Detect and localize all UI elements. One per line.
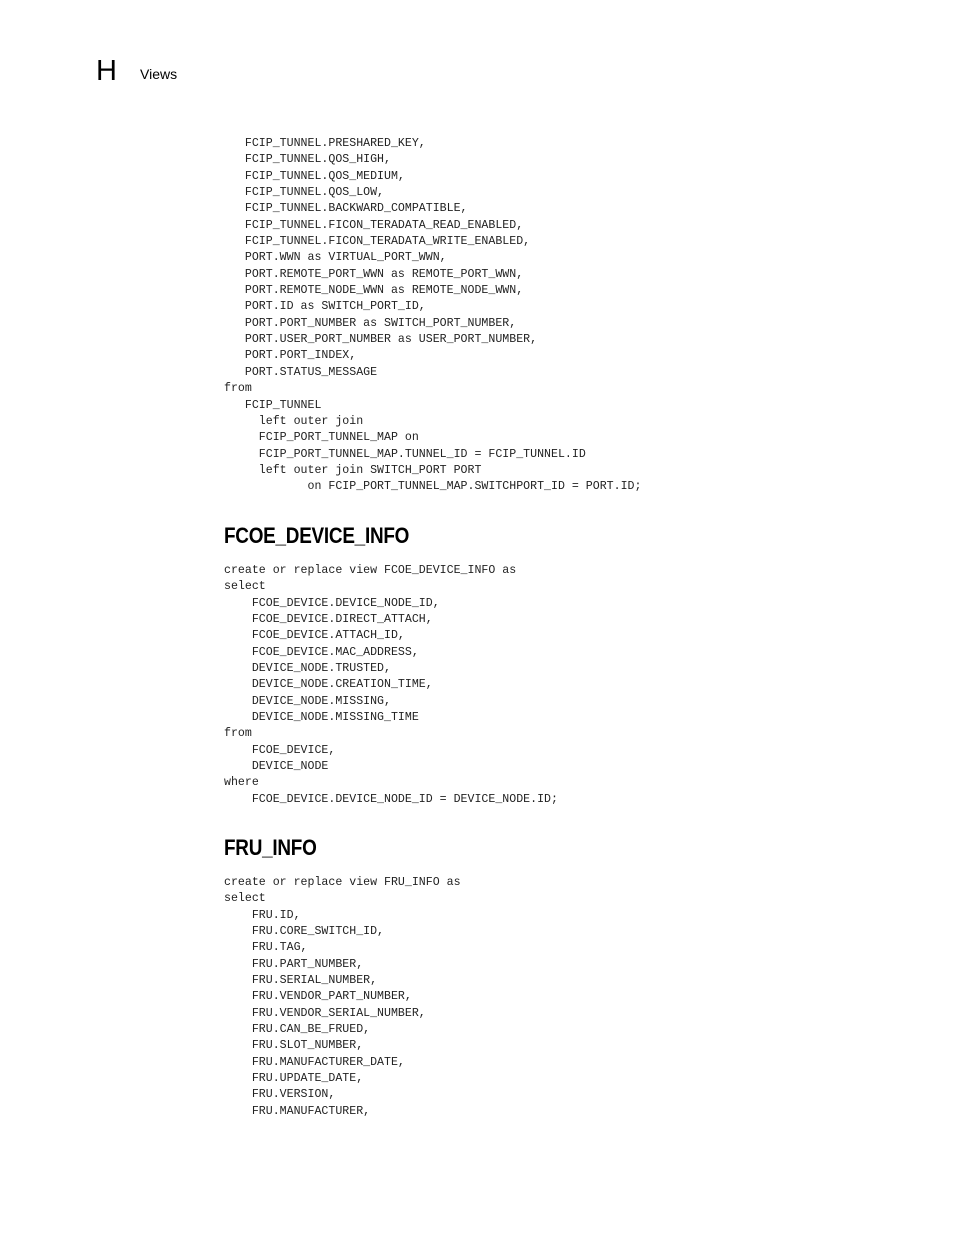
code-line: FCOE_DEVICE.DEVICE_NODE_ID = DEVICE_NODE.ID; <box>224 792 558 806</box>
section-heading-fru-info: FRU_INFO <box>224 835 317 860</box>
code-line: FRU.CAN_BE_FRUED, <box>224 1023 371 1037</box>
code-line: FRU.ID, <box>224 908 301 922</box>
code-line: FCIP_PORT_TUNNEL_MAP.TUNNEL_ID = FCIP_TUNNEL.ID <box>224 447 586 461</box>
code-line: PORT.USER_PORT_NUMBER as USER_PORT_NUMBER, <box>224 333 538 347</box>
code-line: FRU.SLOT_NUMBER, <box>224 1039 364 1053</box>
code-line: select <box>224 580 266 594</box>
code-line: PORT.PORT_NUMBER as SWITCH_PORT_NUMBER, <box>224 316 517 330</box>
code-line: FRU.PART_NUMBER, <box>224 957 364 971</box>
chapter-title: Views <box>140 66 178 82</box>
code-line: from <box>224 382 252 396</box>
code-line: FRU.TAG, <box>224 941 308 955</box>
code-line: DEVICE_NODE.MISSING_TIME <box>224 711 419 725</box>
code-line: FCIP_PORT_TUNNEL_MAP on <box>224 431 419 445</box>
code-line: FCIP_TUNNEL.QOS_LOW, <box>224 186 385 200</box>
code-line: FRU.SERIAL_NUMBER, <box>224 974 378 988</box>
code-block-fru-info <box>224 875 461 1120</box>
code-line: PORT.ID as SWITCH_PORT_ID, <box>224 300 426 314</box>
code-line: PORT.WWN as VIRTUAL_PORT_WWN, <box>224 251 447 265</box>
code-line: FRU.VERSION, <box>224 1088 336 1102</box>
code-line: select <box>224 892 266 906</box>
code-line: FCIP_TUNNEL.FICON_TERADATA_WRITE_ENABLED, <box>224 235 531 249</box>
code-line: FRU.CORE_SWITCH_ID, <box>224 925 385 939</box>
code-line: PORT.STATUS_MESSAGE <box>224 365 378 379</box>
code-line: create or replace view FRU_INFO as <box>224 876 461 889</box>
code-line: DEVICE_NODE.CREATION_TIME, <box>224 678 433 692</box>
code-line: FCIP_TUNNEL.PRESHARED_KEY, <box>224 137 426 150</box>
code-line: FRU.VENDOR_PART_NUMBER, <box>224 990 412 1004</box>
code-line: FCOE_DEVICE.DEVICE_NODE_ID, <box>224 596 440 610</box>
code-line: FRU.UPDATE_DATE, <box>224 1072 364 1086</box>
code-line: PORT.REMOTE_PORT_WWN as REMOTE_PORT_WWN, <box>224 267 524 281</box>
code-line: PORT.PORT_INDEX, <box>224 349 357 363</box>
section-heading-fcoe-device-info: FCOE_DEVICE_INFO <box>224 523 410 548</box>
code-line: where <box>224 776 259 790</box>
code-line: FRU.MANUFACTURER, <box>224 1104 371 1118</box>
code-line: FRU.VENDOR_SERIAL_NUMBER, <box>224 1006 426 1020</box>
code-block-fcip-tunnel-view <box>224 136 641 496</box>
code-line: DEVICE_NODE <box>224 760 329 774</box>
code-line: FCIP_TUNNEL <box>224 398 322 412</box>
code-line: FCIP_TUNNEL.QOS_HIGH, <box>224 153 391 167</box>
code-line: left outer join SWITCH_PORT PORT <box>224 463 482 477</box>
code-line: from <box>224 727 252 741</box>
chapter-letter: H <box>96 55 117 87</box>
code-line: FCOE_DEVICE.ATTACH_ID, <box>224 629 405 643</box>
code-line: DEVICE_NODE.MISSING, <box>224 694 391 708</box>
code-line: FCOE_DEVICE.DIRECT_ATTACH, <box>224 613 433 627</box>
code-line: FCOE_DEVICE.MAC_ADDRESS, <box>224 645 419 659</box>
code-line: FCIP_TUNNEL.QOS_MEDIUM, <box>224 169 405 183</box>
code-line: FRU.MANUFACTURER_DATE, <box>224 1055 405 1069</box>
code-block-fcoe-device-info <box>224 563 558 808</box>
code-line: create or replace view FCOE_DEVICE_INFO as <box>224 564 517 577</box>
code-line: FCIP_TUNNEL.FICON_TERADATA_READ_ENABLED, <box>224 218 524 232</box>
code-line: left outer join <box>224 414 364 428</box>
code-line: FCOE_DEVICE, <box>224 743 336 757</box>
code-line: FCIP_TUNNEL.BACKWARD_COMPATIBLE, <box>224 202 468 216</box>
code-line: DEVICE_NODE.TRUSTED, <box>224 662 391 676</box>
code-line: PORT.REMOTE_NODE_WWN as REMOTE_NODE_WWN, <box>224 284 524 298</box>
code-line: on FCIP_PORT_TUNNEL_MAP.SWITCHPORT_ID = PORT.ID; <box>224 480 642 494</box>
